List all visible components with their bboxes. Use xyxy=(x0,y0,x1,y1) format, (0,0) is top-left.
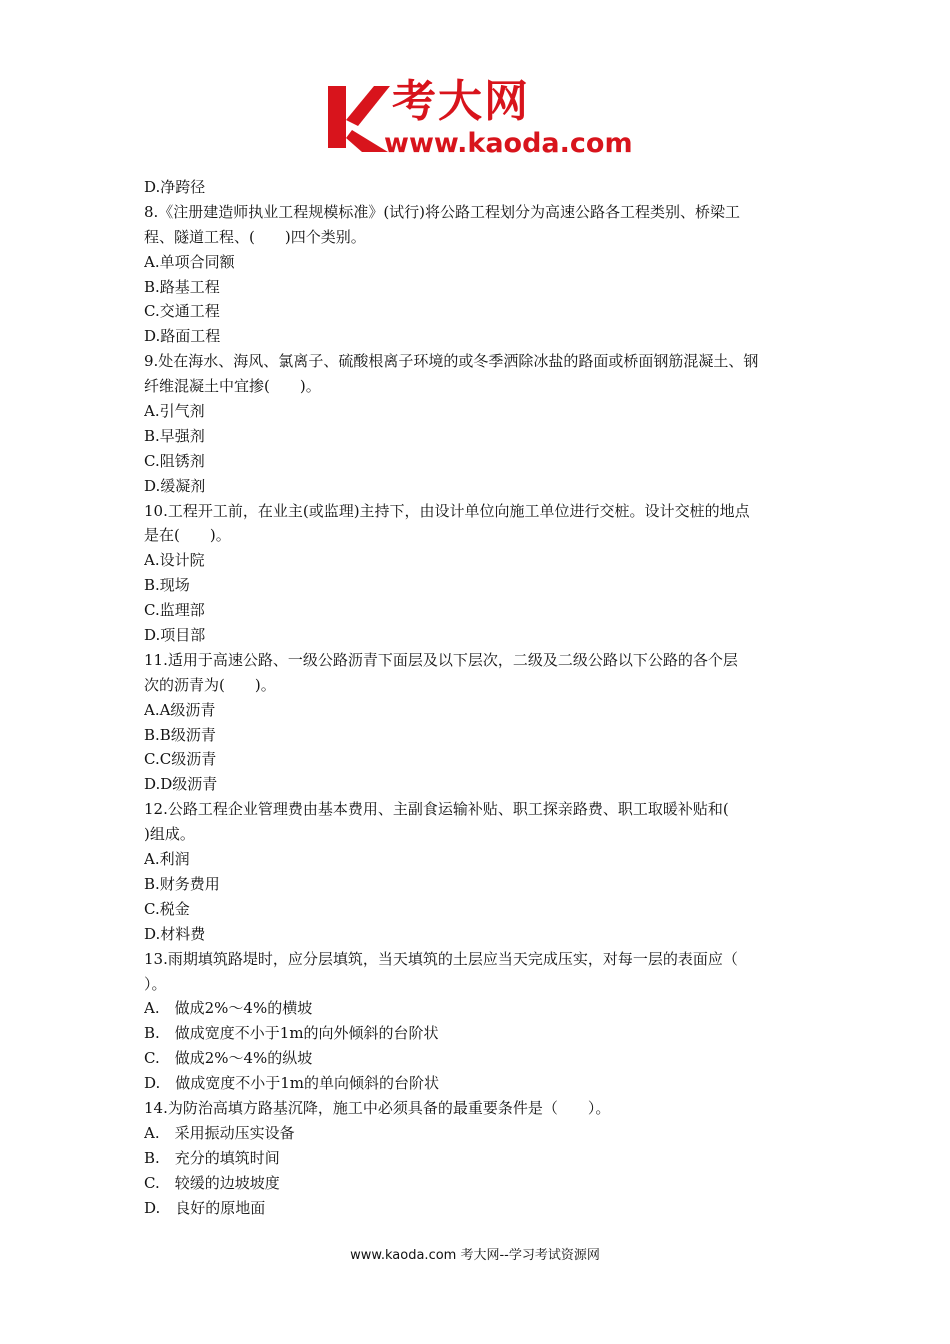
text-line: B.B级沥青 xyxy=(144,725,216,744)
logo-chinese-text: 考大网 xyxy=(392,76,530,127)
page-footer: www.kaoda.com 考大网--学习考试资源网 xyxy=(350,1248,600,1263)
text-line: ）。 xyxy=(144,974,167,993)
logo-k-mark-icon xyxy=(322,82,392,154)
text-line: 12.公路工程企业管理费由基本费用、主副食运输补贴、职工探亲路费、职工取暖补贴和( xyxy=(144,800,729,819)
text-line: A.A级沥青 xyxy=(144,700,216,719)
text-line: D. 良好的原地面 xyxy=(144,1198,266,1217)
text-line: 11.适用于高速公路、一级公路沥青下面层及以下层次，二级及二级公路以下公路的各个层 xyxy=(144,650,738,669)
text-line: D.材料费 xyxy=(144,924,206,943)
text-line: D. 做成宽度不小于1m的单向倾斜的台阶状 xyxy=(144,1074,440,1093)
text-line: B.财务费用 xyxy=(144,874,220,893)
text-line: D.D级沥青 xyxy=(144,775,218,794)
text-line: 纤维混凝土中宜掺( )。 xyxy=(144,377,321,396)
text-line: D.净跨径 xyxy=(144,178,206,196)
text-line: C.税金 xyxy=(144,899,190,918)
text-line: D.项目部 xyxy=(144,626,206,645)
text-line: C.阻锈剂 xyxy=(144,451,205,470)
text-line: B.现场 xyxy=(144,576,190,595)
text-line: B. 充分的填筑时间 xyxy=(144,1148,280,1167)
text-line: D.路面工程 xyxy=(144,327,221,346)
text-line: A. 做成2%～4%的横坡 xyxy=(144,999,313,1018)
text-line: A.利润 xyxy=(144,850,190,869)
text-line: A.设计院 xyxy=(144,551,205,570)
text-line: 10.工程开工前，在业主(或监理)主持下，由设计单位向施工单位进行交桩。设计交桩的地点 xyxy=(144,501,750,520)
text-line: A. 采用振动压实设备 xyxy=(144,1123,295,1142)
text-line: A.引气剂 xyxy=(144,402,205,421)
text-line: C.C级沥青 xyxy=(144,750,217,769)
text-line: 8.《注册建造师执业工程规模标准》(试行)将公路工程划分为高速公路各工程类别、桥梁工 xyxy=(144,202,741,221)
text-line: A.单项合同额 xyxy=(144,252,235,271)
text-line: 14.为防治高填方路基沉降，施工中必须具备的最重要条件是（ ）。 xyxy=(144,1098,611,1117)
kaoda-logo xyxy=(322,76,642,162)
text-line: C.交通工程 xyxy=(144,302,220,321)
text-line: B. 做成宽度不小于1m的向外倾斜的台阶状 xyxy=(144,1024,439,1043)
question-content xyxy=(144,175,810,1220)
text-line: B.路基工程 xyxy=(144,277,220,296)
text-line: C. 较缓的边坡坡度 xyxy=(144,1173,280,1192)
text-line: )组成。 xyxy=(144,825,195,844)
logo-url-text: www.kaoda.com xyxy=(384,128,633,159)
text-line: B.早强剂 xyxy=(144,426,205,445)
text-line: D.缓凝剂 xyxy=(144,476,206,495)
text-line: 是在( )。 xyxy=(144,526,231,545)
text-line: 程、隧道工程、( )四个类别。 xyxy=(144,227,366,246)
text-line: C. 做成2%～4%的纵坡 xyxy=(144,1049,313,1068)
text-line: 13.雨期填筑路堤时，应分层填筑，当天填筑的土层应当天完成压实，对每一层的表面应（ xyxy=(144,949,738,968)
text-line: 次的沥青为( )。 xyxy=(144,675,276,694)
text-line: 9.处在海水、海风、氯离子、硫酸根离子环境的或冬季洒除冰盐的路面或桥面钢筋混凝土、钢 xyxy=(144,352,759,371)
text-line: C.监理部 xyxy=(144,601,205,620)
